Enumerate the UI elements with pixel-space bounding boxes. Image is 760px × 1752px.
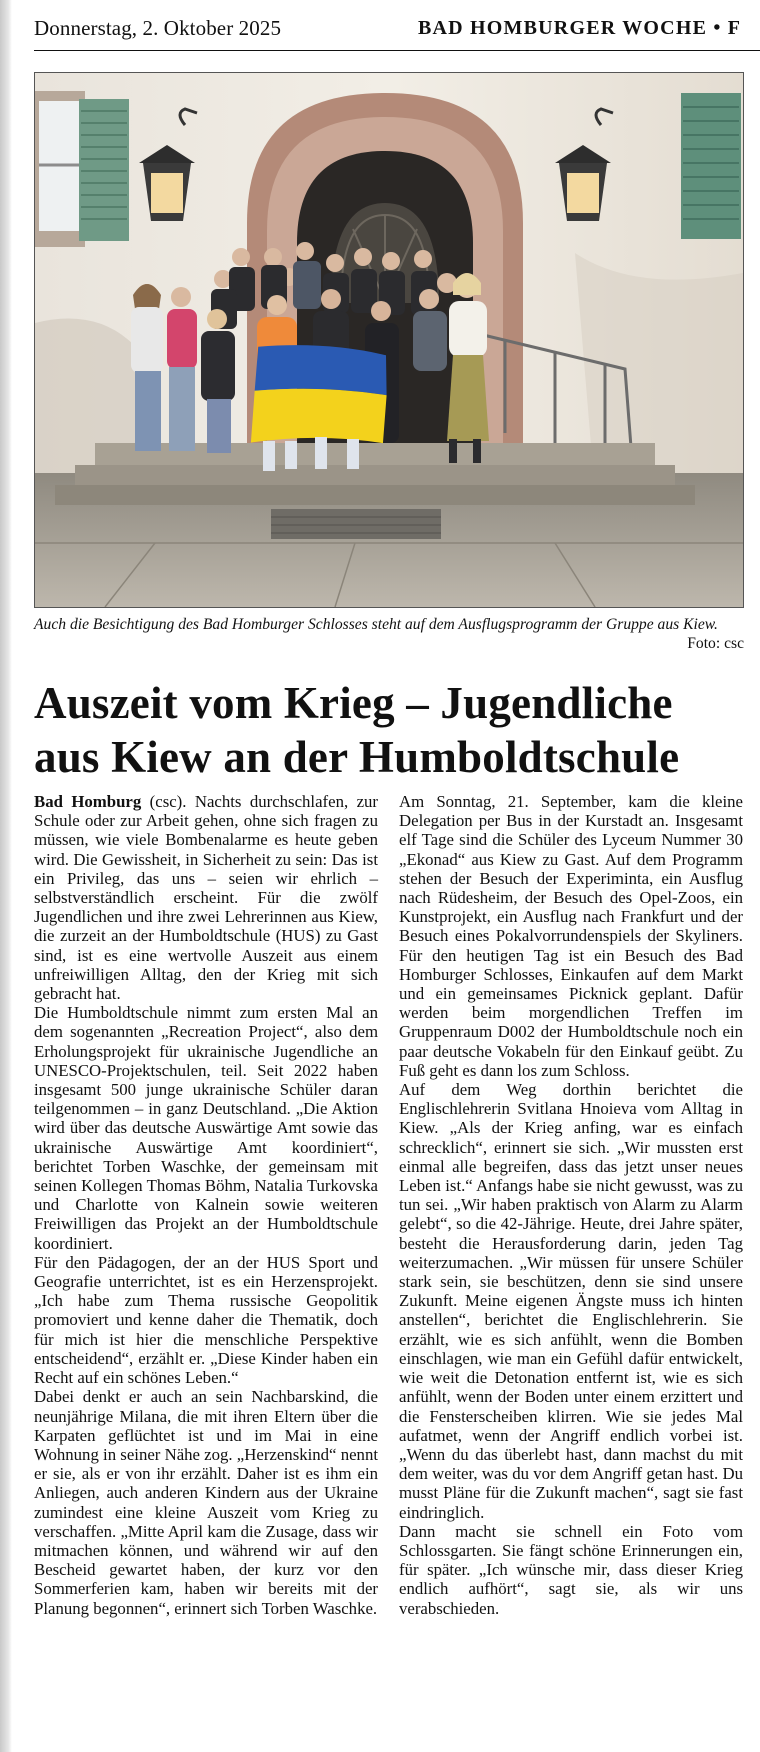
dateline: Bad Homburg: [34, 792, 142, 811]
paragraph-text: (csc). Nachts durchschlafen, zur Schule oder zur Arbeit gehen, ohne sich fragen zu müssen, wie viele Bombenalarme es heute geben wird. Die Gewissheit, in Sicherheit zu sein: Das ist ein Privileg, das uns – seien wir ehrlich – selbstverständlich erscheint. Für die zwölf Jugendlichen und ihre zwei Lehrerinnen aus Kiew, die zurzeit an der Humboldtschule (HUS) zu Gast sind, ist es eine wertvolle Auszeit aus einem unfreiwilligen Alltag, den der Krieg mit sich gebracht hat.: [34, 792, 378, 1004]
article-paragraph: Für den Pädagogen, der an der HUS Sport und Geografie unterrichtet, ist es ein Herzensprojekt. „Ich habe zum Thema russische Geopolitik promoviert und kenne daher die Thematik, doch für mich ist hier die menschliche Perspektive entscheidend“, erzählt er. „Diese Kinder haben ein Recht auf ein schönes Leben.“: [34, 1252, 378, 1388]
page-header: [34, 16, 760, 51]
ukraine-flag: [251, 343, 388, 447]
photo-caption: Auch die Besichtigung des Bad Homburger Schlosses steht auf dem Ausflugsprogramm der Gruppe aus Kiew.: [34, 616, 718, 633]
article-column-1: [34, 792, 378, 1618]
article-paragraph: [34, 792, 378, 1003]
article-paragraph: Am Sonntag, 21. September, kam die kleine Delegation per Bus in der Kurstadt an. Insgesamt elf Tage sind die Schüler des Lyceum Nummer 30 „Ekonad“ aus Kiew zu Gast. Auf dem Programm stehen der Besuch der Experiminta, ein Ausflug nach Rüdesheim, der Besuch des Opel-Zoos, ein Kunstprojekt, ein Ausflug nach Frankfurt und der Besuch eines Pokalvorrundenspiels der Skyliners. Für den heutigen Tag ist ein Besuch des Bad Homburger Schlosses, Einkaufen auf dem Markt und ein gemeinsames Picknick geplant. Dafür werden beim morgendlichen Treffen im Gruppenraum D002 der Humboldtschule noch ein paar deutsche Vokabeln für den Einkauf geübt. Zu Fuß geht es dann los zum Schloss.: [399, 792, 743, 1080]
photo-credit: Foto: csc: [687, 635, 744, 652]
article-photo: [34, 72, 744, 608]
publication-name: BAD HOMBURGER WOCHE • F: [418, 17, 742, 39]
issue-date: Donnerstag, 2. Oktober 2025: [34, 16, 282, 40]
article-paragraph: Dann macht sie schnell ein Foto vom Schlossgarten. Sie fängt schöne Erinnerungen ein, für später. „Ich wünsche mir, dass dieser Krieg endlich aufhört“, sagt sie, als wir uns verabschieden.: [399, 1521, 743, 1618]
page-edge-shadow: [0, 0, 12, 1752]
article-paragraph: Dabei denkt er auch an sein Nachbarskind, die neunjährige Milana, die mit ihren Eltern über die Karpaten geflüchtet ist und im Mai in eine Wohnung in seiner Nähe zog. „Herzenskind“ nennt er sie, als er von ihr erzählt. Daher ist es ihm ein Anliegen, auch anderen Kindern aus der Ukraine zumindest eine kleine Auszeit vom Krieg zu verschaffen. „Mitte April kam die Zusage, dass wir mitmachen können, und während wir auf den Bescheid gewartet haben, der kurz vor den Sommerferien kam, haben wir bereits mit der Planung begonnen“, erinnert sich Torben Waschke.: [34, 1387, 378, 1618]
article-column-2: [399, 792, 743, 1618]
article-headline: [34, 676, 754, 784]
article-paragraph: Auf dem Weg dorthin berichtet die Englischlehrerin Svitlana Hnoieva vom Alltag in Kiew. „Als der Krieg anfing, war es einfach schrecklich“, erinnert sie sich. „Wir mussten erst einmal alle begreifen, dass das jetzt unser neues Leben ist.“ Anfangs habe sie nicht gewusst, was zu tun sei. „Wir haben praktisch von Alarm zu Alarm gelebt“, so die 42-Jährige. Heute, drei Jahre später, besteht die Herausforderung darin, jeden Tag weiterzumachen. „Wir müssen für unsere Schüler stark sein, sie beschützen, denn sie sind unsere Zukunft. Meine eigenen Ängste muss ich hinten anstellen“, berichtet die Englischlehrerin. Sie erzählt, wie es sich anfühlt, wenn die Bomben einschlagen, wie man ein Gefühl dafür entwickelt, wie weit die Detonation entfernt ist, wie es sich anfühlt, wenn der Boden unter einem erzittert und die Fensterscheiben klirren. Wie sie jedes Mal aufatmet, wenn der Angriff endlich vorbei ist. „Wenn du das überlebt hast, dann machst du mit dem weiter, was du vor dem Angriff getan hast. Du musst Pläne für die Zukunft machen“, sagt sie fast eindringlich.: [399, 1080, 743, 1522]
article-paragraph: Die Humboldtschule nimmt zum ersten Mal an dem sogenannten „Recreation Project“, also dem Erholungsprojekt für ukrainische Jugendliche an UNESCO-Projektschulen, teil. Seit 2022 haben insgesamt 500 junge ukrainische Schüler daran teilgenommen – in ganz Deutschland. „Die Aktion wird über das deutsche Auswärtige Amt sowie das ukrainische Auswärtige Amt koordiniert“, berichtet Torben Waschke, der gemeinsam mit seinen Kollegen Thomas Böhm, Natalia Turkovska und Charlotte von Kalnein sowie weiteren Freiwilligen das Projekt an der Humboldtschule koordiniert.: [34, 1003, 378, 1253]
headline-line-2: aus Kiew an der Humboldtschule: [34, 732, 680, 782]
group-photo-illustration: [35, 73, 743, 607]
headline-line-1: Auszeit vom Krieg – Jugendliche: [34, 678, 673, 728]
